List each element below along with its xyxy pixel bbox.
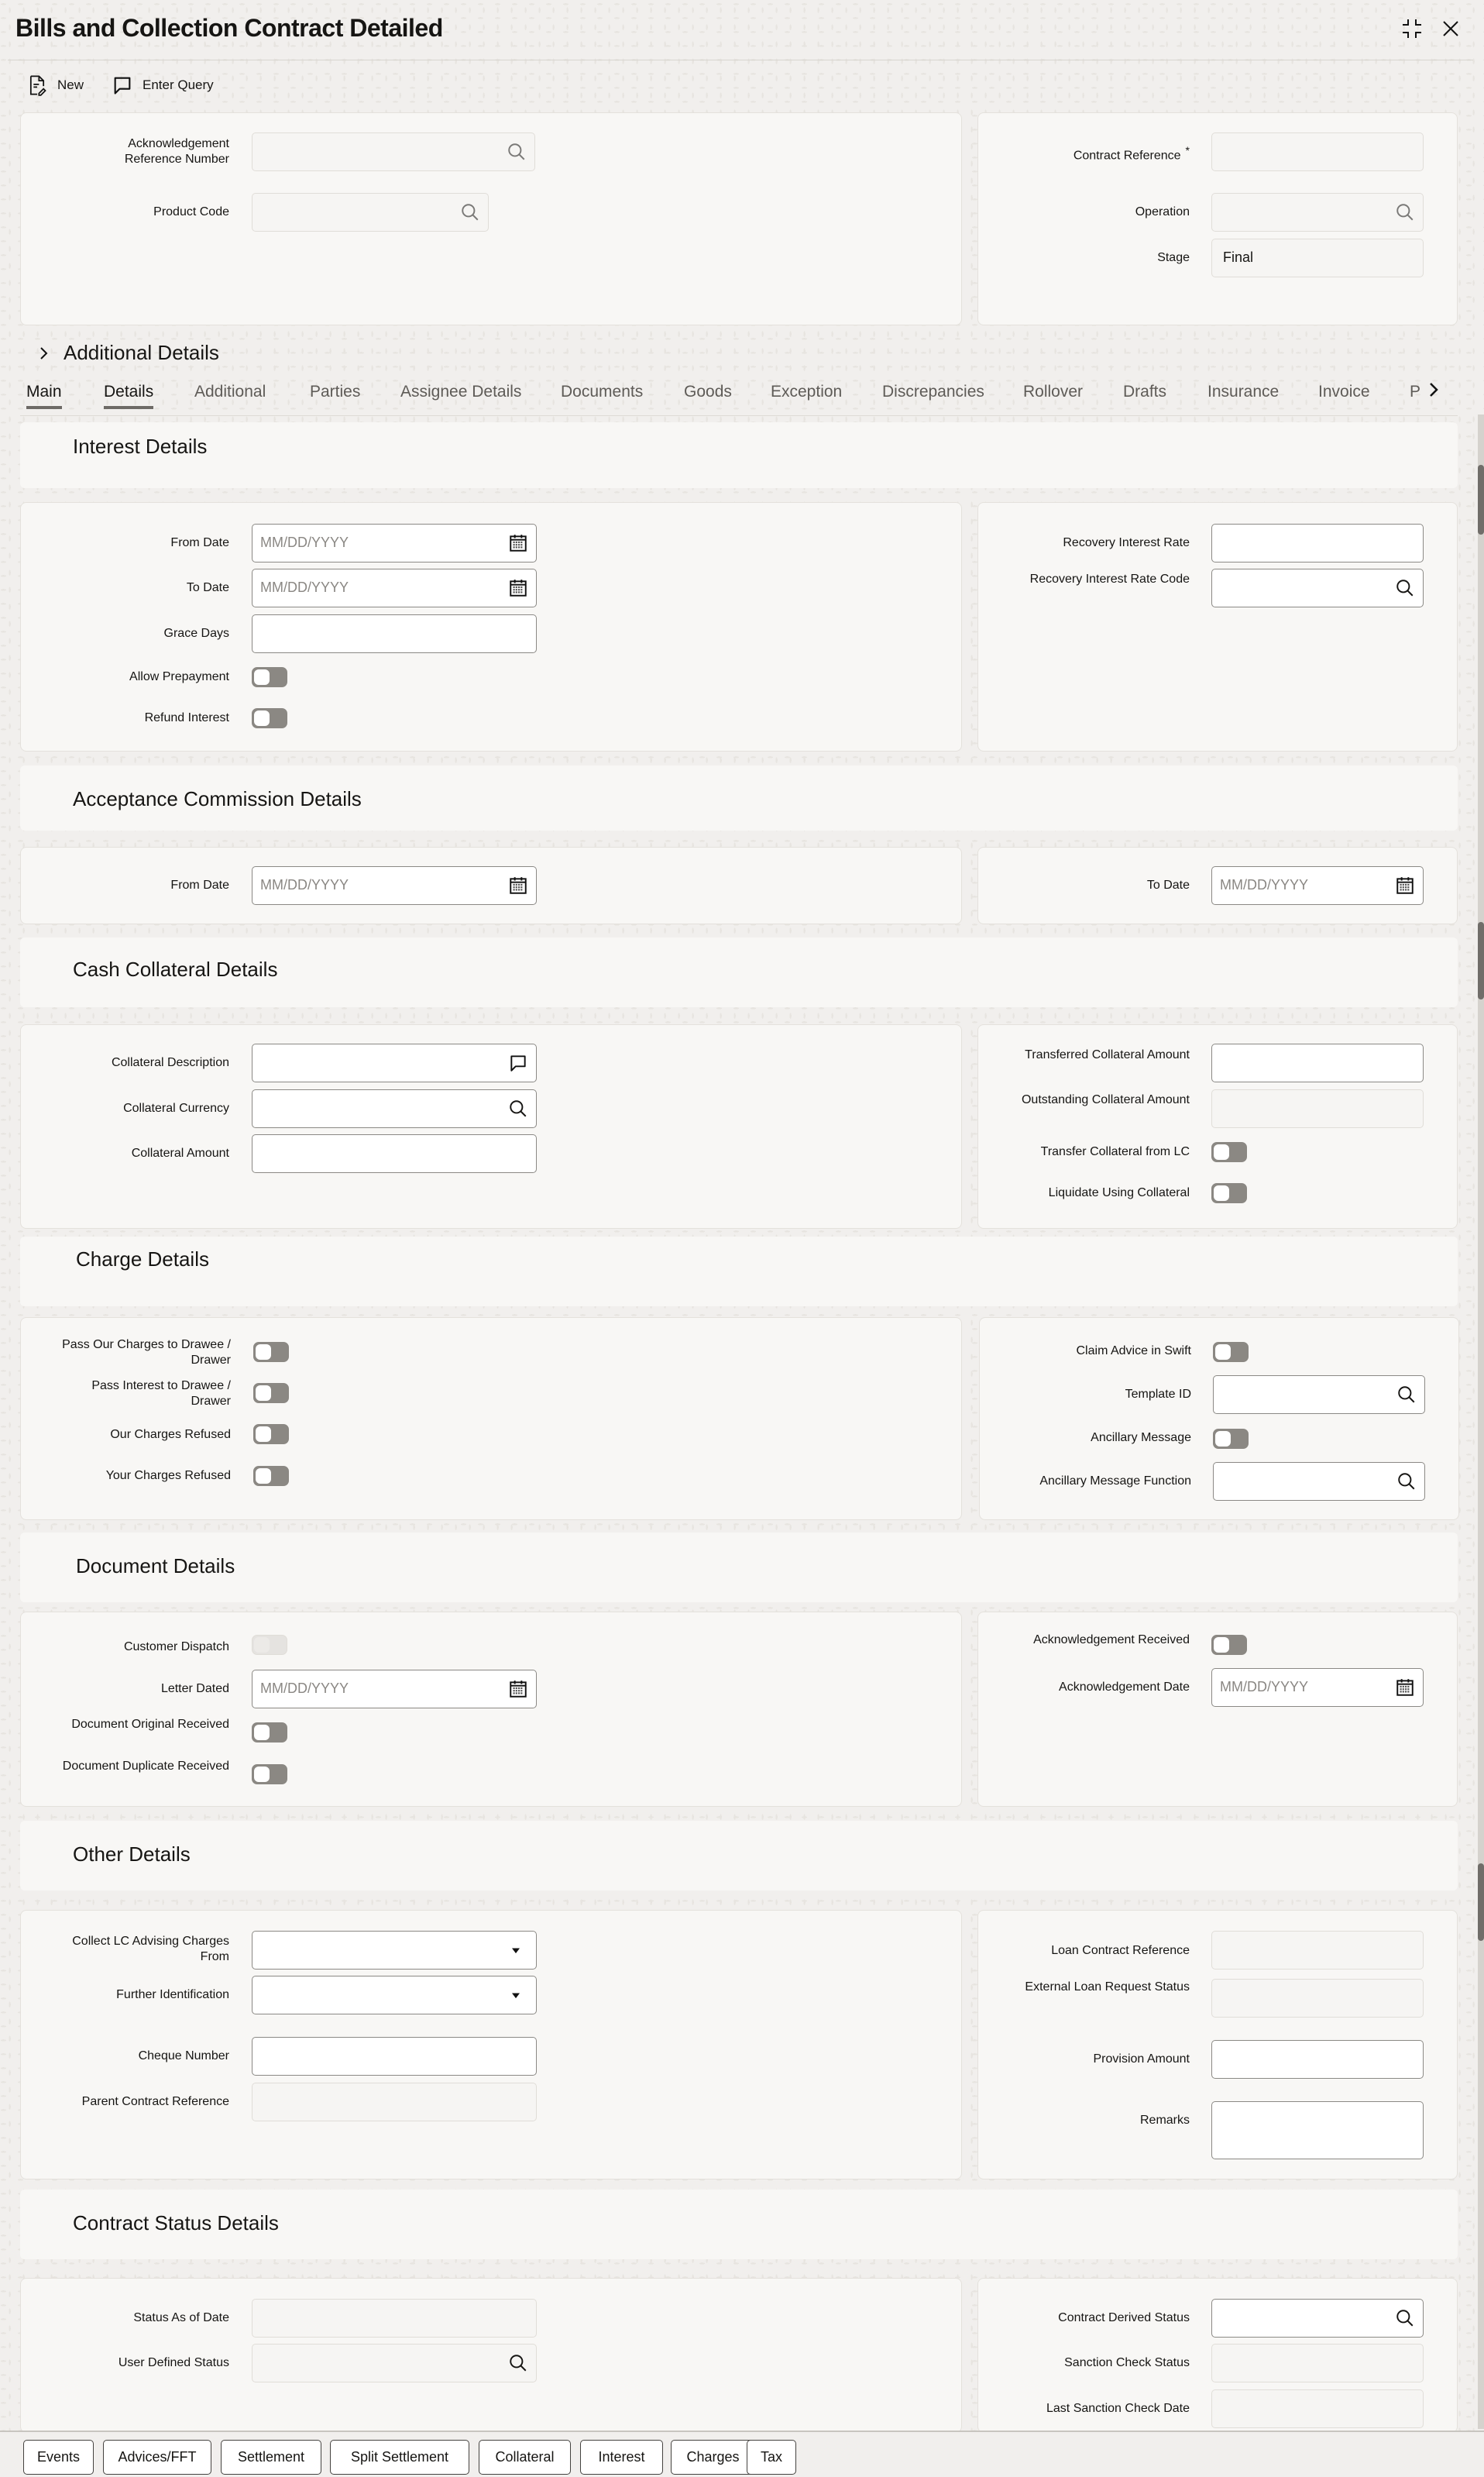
- contract-ref-input[interactable]: [1211, 132, 1424, 171]
- transferred-collateral-input[interactable]: [1211, 1044, 1424, 1082]
- cash-collateral-section-header: [20, 937, 1458, 1007]
- title-bar: [0, 0, 1484, 62]
- ext-loan-status-input: [1211, 1979, 1424, 2018]
- sanction-status-label: Sanction Check Status: [1064, 2356, 1190, 2369]
- operation-input[interactable]: [1211, 193, 1424, 232]
- derived-status-input[interactable]: [1211, 2299, 1424, 2338]
- derived-status-label: Contract Derived Status: [1058, 2311, 1190, 2324]
- remarks-textarea[interactable]: [1211, 2101, 1424, 2159]
- dropdown-caret-icon[interactable]: [508, 1987, 524, 2003]
- ack-date-input[interactable]: MM/DD/YYYY: [1211, 1668, 1424, 1707]
- stage-input: [1211, 239, 1424, 277]
- recovery-rate-code-label: Recovery Interest Rate Code: [1029, 573, 1190, 586]
- scrollbar-thumb[interactable]: [1478, 465, 1484, 535]
- transfer-from-lc-label: Transfer Collateral from LC: [1040, 1145, 1190, 1158]
- loan-ref-label: Loan Contract Reference: [1051, 1944, 1190, 1957]
- search-icon[interactable]: [1396, 1471, 1417, 1491]
- stage-label: Stage: [1157, 251, 1190, 264]
- your-charges-refused-toggle[interactable]: [253, 1466, 289, 1486]
- parent-ref-label: Parent Contract Reference: [81, 2095, 229, 2108]
- events-button[interactable]: Events: [23, 2440, 94, 2475]
- grace-days-label: Grace Days: [163, 627, 229, 640]
- parent-ref-input: [252, 2083, 537, 2121]
- template-id-input[interactable]: [1213, 1375, 1425, 1414]
- product-code-input[interactable]: [252, 193, 489, 232]
- tab-exception[interactable]: Exception: [771, 383, 843, 401]
- chat-icon: [112, 74, 133, 96]
- letter-dated-input[interactable]: MM/DD/YYYY: [252, 1670, 537, 1708]
- pass-our-charges-toggle[interactable]: [253, 1342, 289, 1362]
- status-title: Contract Status Details: [73, 2211, 279, 2234]
- last-sanction-date-label: Last Sanction Check Date: [1046, 2402, 1190, 2415]
- tab-discrepancies[interactable]: Discrepancies: [882, 383, 984, 401]
- other-title: Other Details: [73, 1842, 191, 1866]
- documents-title: Document Details: [76, 1554, 235, 1577]
- liquidate-collateral-toggle[interactable]: [1211, 1183, 1247, 1203]
- ack-ref-label: Acknowledgement Reference Number: [124, 137, 229, 166]
- operation-label: Operation: [1135, 205, 1190, 218]
- acceptance-section-header: [20, 765, 1458, 831]
- comment-icon[interactable]: [508, 1053, 528, 1073]
- acceptance-from-date-label: From Date: [170, 879, 229, 892]
- tab-additional[interactable]: Additional: [194, 383, 266, 401]
- claim-advice-label: Claim Advice in Swift: [1076, 1344, 1191, 1357]
- status-as-of-label: Status As of Date: [133, 2311, 229, 2324]
- settlement-button[interactable]: Settlement: [221, 2440, 321, 2475]
- ack-date-label: Acknowledgement Date: [1059, 1681, 1190, 1694]
- tab-bar: [26, 383, 1436, 412]
- user-defined-status-input[interactable]: [252, 2344, 537, 2382]
- cheque-number-input[interactable]: [252, 2037, 537, 2076]
- pass-interest-toggle[interactable]: [253, 1383, 289, 1403]
- tab-main[interactable]: Main: [26, 383, 62, 401]
- contract-ref-label: Contract Reference *: [1073, 144, 1190, 163]
- last-sanction-date-input: [1211, 2389, 1424, 2428]
- collect-lc-label: Collect LC Advising Charges From: [72, 1935, 229, 1963]
- tax-button[interactable]: Tax: [747, 2440, 796, 2475]
- acceptance-title: Acceptance Commission Details: [73, 787, 362, 810]
- tab-parties[interactable]: Parties: [310, 383, 361, 401]
- doc-original-label: Document Original Received: [71, 1718, 229, 1731]
- remarks-label: Remarks: [1139, 2114, 1190, 2127]
- tab-rollover[interactable]: Rollover: [1023, 383, 1084, 401]
- tab-documents[interactable]: Documents: [561, 383, 644, 401]
- your-charges-refused-label: Your Charges Refused: [105, 1469, 231, 1482]
- grace-days-input[interactable]: [252, 614, 537, 653]
- ack-received-toggle[interactable]: [1211, 1635, 1247, 1655]
- liquidate-collateral-label: Liquidate Using Collateral: [1048, 1186, 1190, 1199]
- additional-details-label: Additional Details: [64, 341, 219, 364]
- pass-our-charges-label: Pass Our Charges to Drawee / Drawer: [62, 1338, 231, 1367]
- loan-ref-input: [1211, 1931, 1424, 1970]
- interest-title: Interest Details: [73, 435, 208, 458]
- collateral-description-label: Collateral Description: [111, 1056, 229, 1069]
- calendar-icon[interactable]: [508, 578, 528, 598]
- charges-section-header: [20, 1237, 1458, 1306]
- interest-from-date-input[interactable]: MM/DD/YYYY: [252, 524, 537, 562]
- search-icon[interactable]: [508, 2353, 528, 2373]
- calendar-icon[interactable]: [1395, 876, 1415, 896]
- interest-to-date-input[interactable]: MM/DD/YYYY: [252, 569, 537, 607]
- customer-dispatch-toggle: [252, 1635, 287, 1655]
- tab-assignee-details[interactable]: Assignee Details: [400, 383, 522, 401]
- refund-interest-toggle[interactable]: [252, 708, 287, 728]
- sanction-status-input: [1211, 2344, 1424, 2382]
- pass-interest-label: Pass Interest to Drawee / Drawer: [91, 1379, 231, 1408]
- footer-bar: [0, 2431, 1484, 2477]
- collateral-currency-input[interactable]: [252, 1089, 537, 1128]
- further-id-label: Further Identification: [116, 1988, 229, 2001]
- tab-insurance[interactable]: Insurance: [1207, 383, 1280, 401]
- user-defined-status-label: User Defined Status: [118, 2356, 229, 2369]
- recovery-rate-input[interactable]: [1211, 524, 1424, 562]
- search-icon[interactable]: [460, 202, 480, 222]
- customer-dispatch-label: Customer Dispatch: [123, 1640, 229, 1653]
- dropdown-caret-icon[interactable]: [508, 1942, 524, 1958]
- chevron-right-icon: [39, 346, 50, 361]
- refund-interest-label: Refund Interest: [144, 711, 229, 724]
- required-marker: *: [1185, 144, 1190, 157]
- ack-ref-input[interactable]: [252, 132, 535, 171]
- new-document-icon: [26, 74, 48, 96]
- calendar-icon[interactable]: [508, 533, 528, 553]
- other-section-header: [20, 1821, 1458, 1890]
- search-icon[interactable]: [507, 142, 527, 162]
- charges-button[interactable]: Charges: [671, 2440, 755, 2475]
- ext-loan-status-label: External Loan Request Status: [1025, 1980, 1190, 1994]
- allow-prepayment-toggle[interactable]: [252, 667, 287, 687]
- search-icon[interactable]: [508, 1099, 528, 1119]
- collateral-currency-label: Collateral Currency: [123, 1102, 229, 1115]
- calendar-icon[interactable]: [1395, 1677, 1415, 1698]
- transferred-collateral-label: Transferred Collateral Amount: [1025, 1048, 1190, 1061]
- status-as-of-input: [252, 2299, 537, 2338]
- further-id-select[interactable]: [252, 1976, 537, 2014]
- tab-drafts[interactable]: Drafts: [1123, 383, 1167, 401]
- toolbar: [26, 74, 214, 96]
- search-icon[interactable]: [1395, 2308, 1415, 2328]
- product-code-label: Product Code: [153, 205, 229, 218]
- outstanding-collateral-input: [1211, 1089, 1424, 1128]
- new-label: New: [57, 77, 84, 92]
- status-section-header: [20, 2190, 1458, 2259]
- new-button[interactable]: [26, 74, 84, 96]
- collateral-description-input[interactable]: [252, 1044, 537, 1082]
- doc-original-toggle[interactable]: [252, 1722, 287, 1743]
- doc-duplicate-toggle[interactable]: [252, 1764, 287, 1784]
- acceptance-to-date-input[interactable]: MM/DD/YYYY: [1211, 866, 1424, 905]
- collect-lc-select[interactable]: [252, 1931, 537, 1970]
- collapse-icon[interactable]: [1400, 17, 1424, 46]
- tab-goods[interactable]: Goods: [684, 383, 732, 401]
- interest-section-header: [20, 422, 1458, 488]
- charges-title: Charge Details: [76, 1247, 209, 1271]
- ancillary-function-label: Ancillary Message Function: [1039, 1474, 1191, 1488]
- cheque-number-label: Cheque Number: [138, 2049, 229, 2062]
- stage-value: Final: [1223, 249, 1254, 265]
- ancillary-message-toggle[interactable]: [1213, 1429, 1249, 1449]
- search-icon[interactable]: [1395, 578, 1415, 598]
- our-charges-refused-toggle[interactable]: [253, 1424, 289, 1444]
- template-id-label: Template ID: [1125, 1388, 1191, 1401]
- split-settlement-button[interactable]: Split Settlement: [330, 2440, 469, 2475]
- collateral-amount-label: Collateral Amount: [131, 1147, 229, 1160]
- claim-advice-toggle[interactable]: [1213, 1342, 1249, 1362]
- ancillary-function-input[interactable]: [1213, 1462, 1425, 1501]
- cash-collateral-title: Cash Collateral Details: [73, 958, 278, 981]
- tab-divider: [20, 415, 1458, 416]
- provision-amount-label: Provision Amount: [1093, 2052, 1190, 2066]
- search-icon[interactable]: [1395, 202, 1415, 222]
- tab-invoice[interactable]: Invoice: [1318, 383, 1370, 401]
- ack-received-label: Acknowledgement Received: [1033, 1633, 1190, 1646]
- recovery-rate-code-input[interactable]: [1211, 569, 1424, 607]
- collateral-amount-input[interactable]: [252, 1134, 537, 1173]
- collateral-button[interactable]: Collateral: [479, 2440, 571, 2475]
- search-icon[interactable]: [1396, 1385, 1417, 1405]
- tab-details[interactable]: Details: [104, 383, 154, 401]
- transfer-from-lc-toggle[interactable]: [1211, 1142, 1247, 1162]
- advices-fft-button[interactable]: Advices/FFT: [103, 2440, 211, 2475]
- doc-duplicate-label: Document Duplicate Received: [62, 1760, 229, 1773]
- allow-prepayment-label: Allow Prepayment: [129, 670, 229, 683]
- close-icon[interactable]: [1441, 19, 1461, 44]
- documents-section-header: [20, 1533, 1458, 1602]
- calendar-icon[interactable]: [508, 876, 528, 896]
- outstanding-collateral-label: Outstanding Collateral Amount: [1021, 1093, 1190, 1106]
- our-charges-refused-label: Our Charges Refused: [110, 1428, 231, 1441]
- calendar-icon[interactable]: [508, 1679, 528, 1699]
- tabs-next-chevron-icon[interactable]: [1427, 380, 1440, 404]
- enter-query-label: Enter Query: [143, 77, 214, 92]
- scrollbar-thumb-3[interactable]: [1478, 1863, 1484, 1941]
- provision-amount-input[interactable]: [1211, 2040, 1424, 2079]
- interest-to-date-label: To Date: [186, 581, 229, 594]
- tab-truncated[interactable]: P: [1410, 383, 1421, 401]
- additional-details-toggle[interactable]: [39, 341, 219, 365]
- acceptance-from-date-input[interactable]: MM/DD/YYYY: [252, 866, 537, 905]
- window-title: Bills and Collection Contract Detailed: [15, 14, 443, 42]
- interest-button[interactable]: Interest: [580, 2440, 663, 2475]
- enter-query-button[interactable]: [112, 74, 214, 96]
- recovery-rate-label: Recovery Interest Rate: [1063, 536, 1190, 549]
- interest-from-date-label: From Date: [170, 536, 229, 549]
- scrollbar-thumb-2[interactable]: [1478, 922, 1484, 999]
- scrollbar-track[interactable]: [1478, 415, 1484, 2429]
- acceptance-to-date-label: To Date: [1146, 879, 1190, 892]
- ancillary-message-label: Ancillary Message: [1091, 1431, 1191, 1444]
- letter-dated-label: Letter Dated: [160, 1682, 229, 1695]
